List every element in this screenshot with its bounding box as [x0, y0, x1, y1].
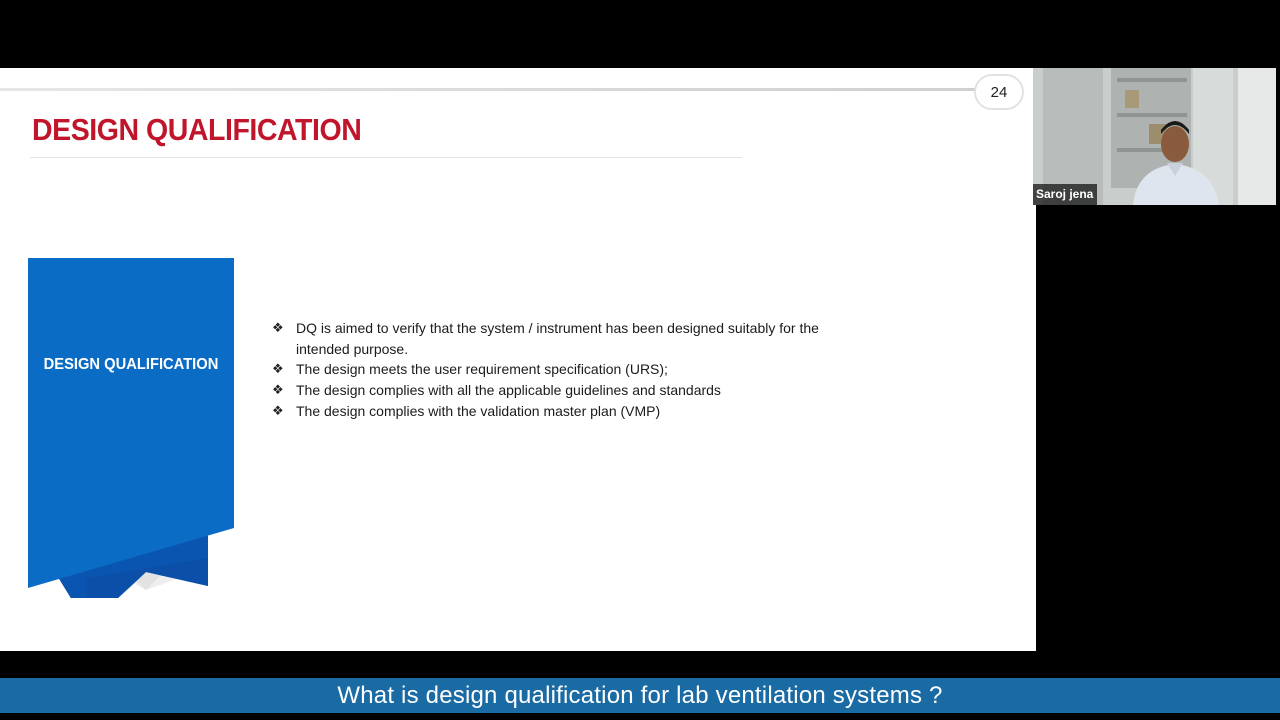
- bullet-item: [272, 318, 832, 359]
- slide-page-number: 24: [974, 74, 1024, 110]
- bullet-list: [272, 318, 832, 422]
- caption-text: What is design qualification for lab ventilation systems ?: [337, 681, 943, 709]
- bullet-item: [272, 359, 832, 380]
- slide-title: DESIGN QUALIFICATION: [32, 112, 362, 147]
- presentation-slide: [0, 68, 1036, 651]
- bullet-item: [272, 380, 832, 401]
- slide-top-divider: [0, 88, 975, 91]
- bullet-text: The design complies with the validation master plan (VMP): [296, 402, 661, 419]
- bullet-diamond-icon: ❖: [272, 320, 284, 335]
- caption-bar: [0, 678, 1280, 713]
- banner-label: DESIGN QUALIFICATION: [43, 356, 219, 373]
- bullet-text: The design complies with all the applicable guidelines and standards: [296, 382, 721, 399]
- banner-ribbon-graphic: [28, 258, 238, 598]
- bullet-text: The design meets the user requirement specification (URS);: [296, 361, 668, 378]
- speaker-name-label: Saroj jena: [1033, 184, 1097, 205]
- speaker-video-tile[interactable]: [1033, 68, 1276, 205]
- title-underline: [30, 157, 742, 158]
- bullet-diamond-icon: ❖: [272, 382, 284, 398]
- bullet-diamond-icon: ❖: [272, 361, 284, 377]
- bullet-text: DQ is aimed to verify that the system / instrument has been designed suitably for the intended purpose.: [296, 320, 819, 357]
- bullet-item: [272, 401, 832, 422]
- bullet-diamond-icon: ❖: [272, 402, 284, 418]
- title-banner: [28, 258, 238, 598]
